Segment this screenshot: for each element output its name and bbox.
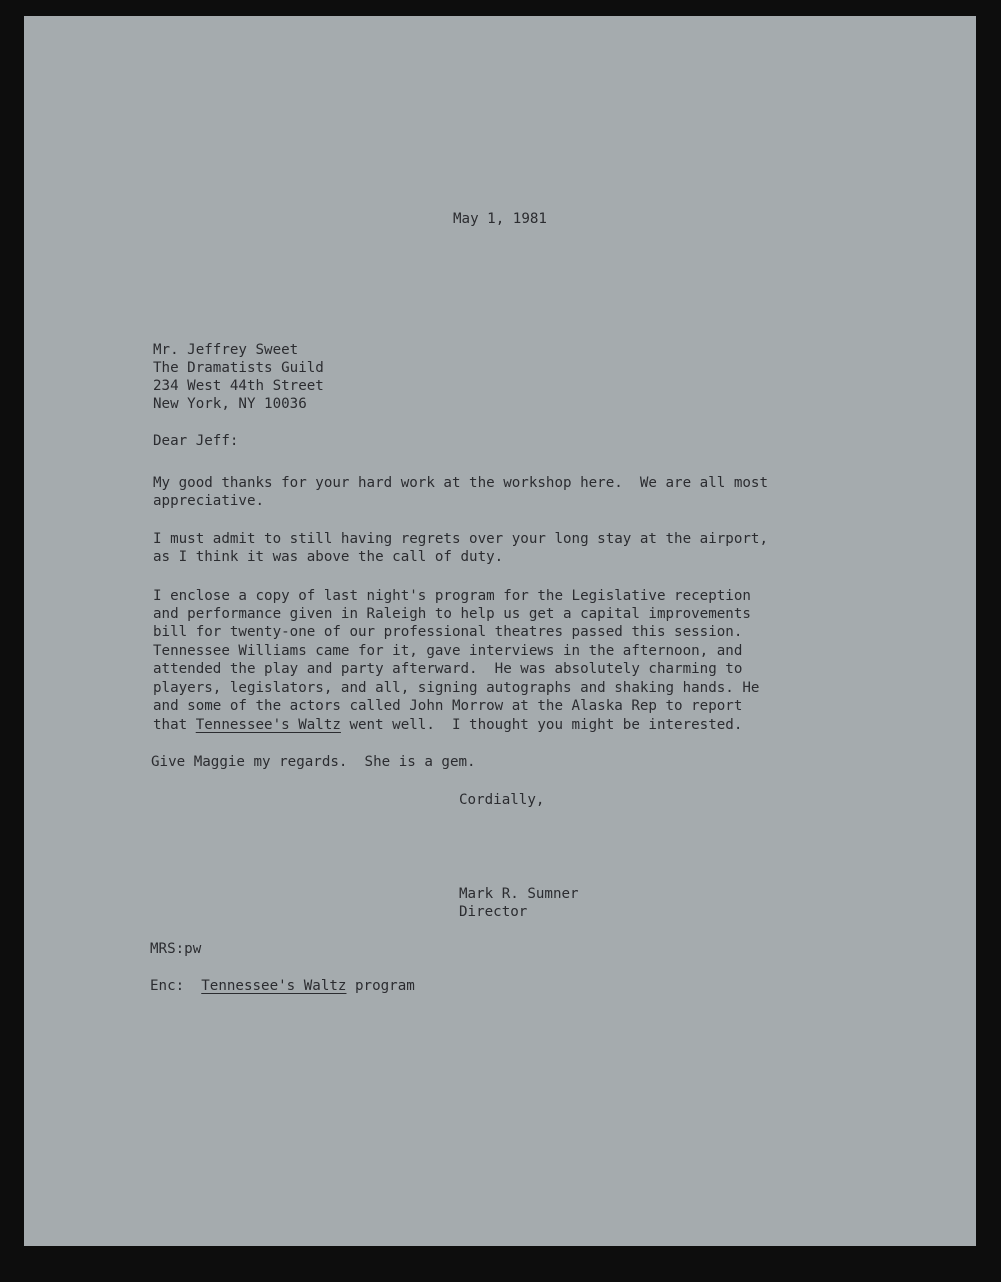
letter-page bbox=[24, 16, 976, 1246]
signer-title: Director bbox=[459, 904, 528, 920]
signer-name: Mark R. Sumner bbox=[459, 886, 579, 902]
para2-line: as I think it was above the call of duty. bbox=[153, 549, 504, 565]
para3-last-line bbox=[153, 716, 742, 734]
address-line-name: Mr. Jeffrey Sweet bbox=[153, 342, 299, 358]
salutation: Dear Jeff: bbox=[153, 433, 239, 449]
para1-line: My good thanks for your hard work at the workshop here. We are all most bbox=[153, 475, 768, 491]
para3-line: players, legislators, and all, signing autographs and shaking hands. He bbox=[153, 680, 760, 696]
enclosure-line bbox=[150, 977, 415, 995]
para3-last-post: went well. I thought you might be interested. bbox=[340, 717, 743, 733]
para3-line: I enclose a copy of last night's program for the Legislative reception bbox=[153, 588, 751, 604]
para3-line: Tennessee Williams came for it, gave interviews in the afternoon, and bbox=[153, 643, 743, 659]
enclosure-post: program bbox=[346, 978, 415, 994]
para3-line: and some of the actors called John Morrow at the Alaska Rep to report bbox=[153, 698, 743, 714]
typist-initials: MRS:pw bbox=[150, 941, 202, 957]
enclosure-label: Enc: bbox=[150, 978, 202, 994]
play-title-underlined: Tennessee's Waltz bbox=[195, 717, 341, 733]
address-line-organization: The Dramatists Guild bbox=[153, 360, 324, 376]
letter-date: May 1, 1981 bbox=[453, 211, 547, 227]
para3-line: attended the play and party afterward. He was absolutely charming to bbox=[153, 661, 743, 677]
para4: Give Maggie my regards. She is a gem. bbox=[151, 754, 476, 770]
para2-line: I must admit to still having regrets over your long stay at the airport, bbox=[153, 531, 768, 547]
para3-line: and performance given in Raleigh to help us get a capital improvements bbox=[153, 606, 751, 622]
para1-line: appreciative. bbox=[153, 493, 265, 509]
closing: Cordially, bbox=[459, 792, 545, 808]
letter-sheet bbox=[24, 16, 976, 1246]
address-line-street: 234 West 44th Street bbox=[153, 378, 324, 394]
para3-last-pre: that bbox=[153, 717, 196, 733]
address-line-city: New York, NY 10036 bbox=[153, 396, 307, 412]
para3-line: bill for twenty-one of our professional theatres passed this session. bbox=[153, 624, 743, 640]
enclosure-title-underlined: Tennessee's Waltz bbox=[201, 978, 347, 994]
